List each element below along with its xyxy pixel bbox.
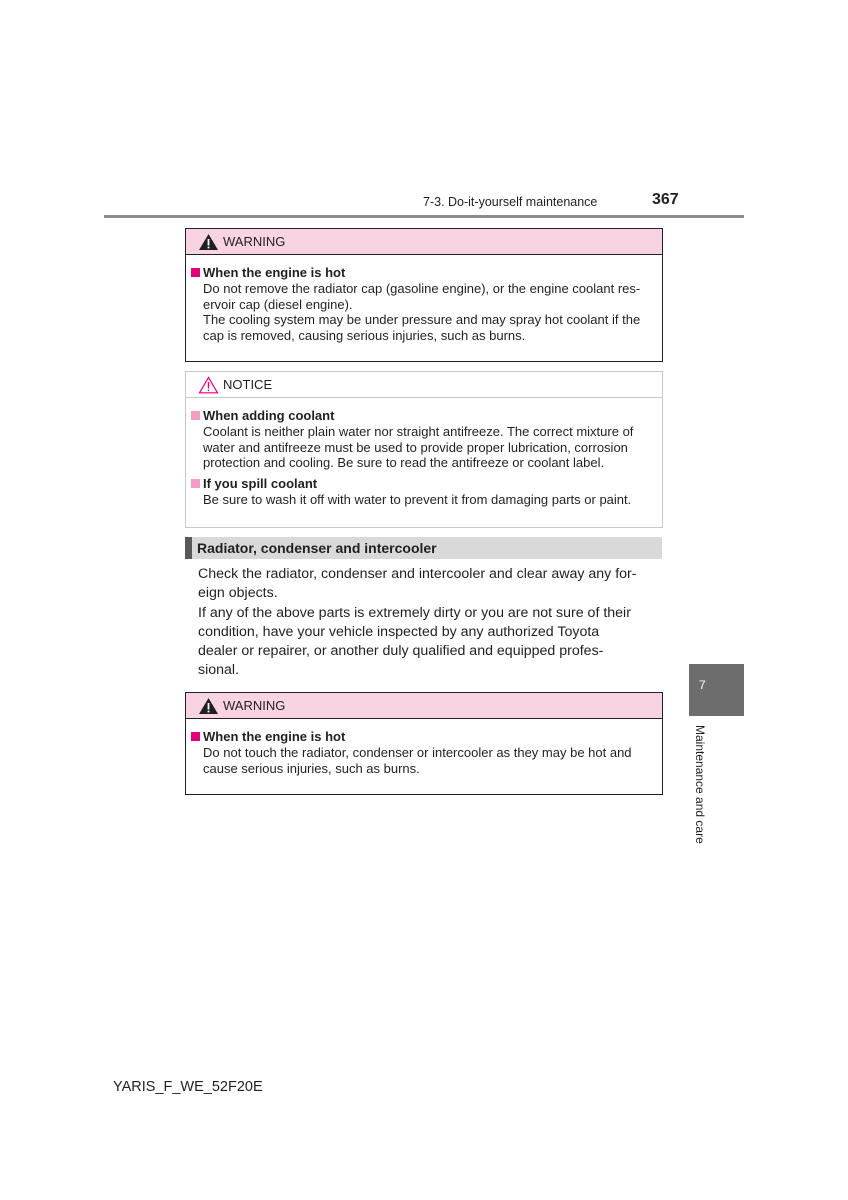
- section-body-text: [198, 565, 658, 681]
- chapter-tab-number: 7: [699, 678, 706, 692]
- warning-item-title: When the engine is hot: [203, 729, 346, 744]
- page-number: 367: [652, 191, 679, 208]
- notice-text-line: Coolant is neither plain water nor straight antifreeze. The correct mixture of: [203, 424, 634, 439]
- warning-label: WARNING: [223, 234, 286, 249]
- square-bullet-icon: [191, 732, 200, 741]
- warning-triangle-icon: [198, 697, 219, 715]
- notice-box-coolant: [185, 371, 663, 528]
- notice-item-title: If you spill coolant: [203, 475, 318, 491]
- square-bullet-icon: [191, 268, 200, 277]
- warning-text-line: Do not remove the radiator cap (gasoline engine), or the engine coolant res-: [203, 281, 641, 296]
- footer-document-code: YARIS_F_WE_52F20E: [113, 1079, 263, 1095]
- section-heading-accent: [185, 537, 192, 559]
- notice-item: [191, 407, 654, 471]
- header-section-title: 7-3. Do-it-yourself maintenance: [423, 195, 598, 209]
- notice-box-header: [186, 372, 662, 398]
- body-text-line: eign objects.: [198, 585, 278, 602]
- warning-text-line: cap is removed, causing serious injuries, such as burns.: [203, 327, 526, 343]
- header-rule: [104, 215, 744, 218]
- notice-item: [191, 475, 654, 508]
- warning-text-line: ervoir cap (diesel engine).: [203, 296, 353, 312]
- body-text-line: sional.: [198, 662, 240, 679]
- notice-triangle-icon: [198, 376, 219, 394]
- section-heading-title: Radiator, condenser and intercooler: [197, 540, 437, 556]
- chapter-tab-label: Maintenance and care: [693, 725, 707, 844]
- warning-text-line: Do not touch the radiator, condenser or intercooler as they may be hot and: [203, 745, 632, 760]
- warning-item: [191, 728, 654, 776]
- body-text-line: Check the radiator, condenser and intercooler and clear away any for-: [198, 566, 637, 582]
- square-bullet-icon: [191, 479, 200, 488]
- square-bullet-icon: [191, 411, 200, 420]
- notice-text-line: Be sure to wash it off with water to prevent it from damaging parts or paint.: [203, 491, 632, 507]
- section-heading-bar: [185, 537, 662, 559]
- body-text-line: If any of the above parts is extremely dirty or you are not sure of their: [198, 604, 631, 621]
- warning-box-header: [186, 229, 662, 255]
- warning-text-line: The cooling system may be under pressure and may spray hot coolant if the: [203, 312, 641, 328]
- warning-box-engine-hot: [185, 228, 663, 362]
- warning-box-header: [186, 693, 662, 719]
- warning-item: [191, 264, 654, 343]
- warning-box-radiator-hot: [185, 692, 663, 795]
- chapter-tab: [689, 664, 744, 716]
- notice-text-line: protection and cooling. Be sure to read the antifreeze or coolant label.: [203, 455, 605, 471]
- body-text-line: condition, have your vehicle inspected by any authorized Toyota: [198, 623, 600, 640]
- notice-item-title: When adding coolant: [203, 408, 335, 423]
- notice-label: NOTICE: [223, 377, 273, 392]
- notice-text-line: water and antifreeze must be used to provide proper lubrication, corrosion: [203, 439, 628, 455]
- warning-triangle-icon: [198, 233, 219, 251]
- body-text-line: dealer or repairer, or another duly qualified and equipped profes-: [198, 643, 604, 660]
- warning-item-title: When the engine is hot: [203, 265, 346, 280]
- warning-label: WARNING: [223, 698, 286, 713]
- warning-text-line: cause serious injuries, such as burns.: [203, 760, 420, 776]
